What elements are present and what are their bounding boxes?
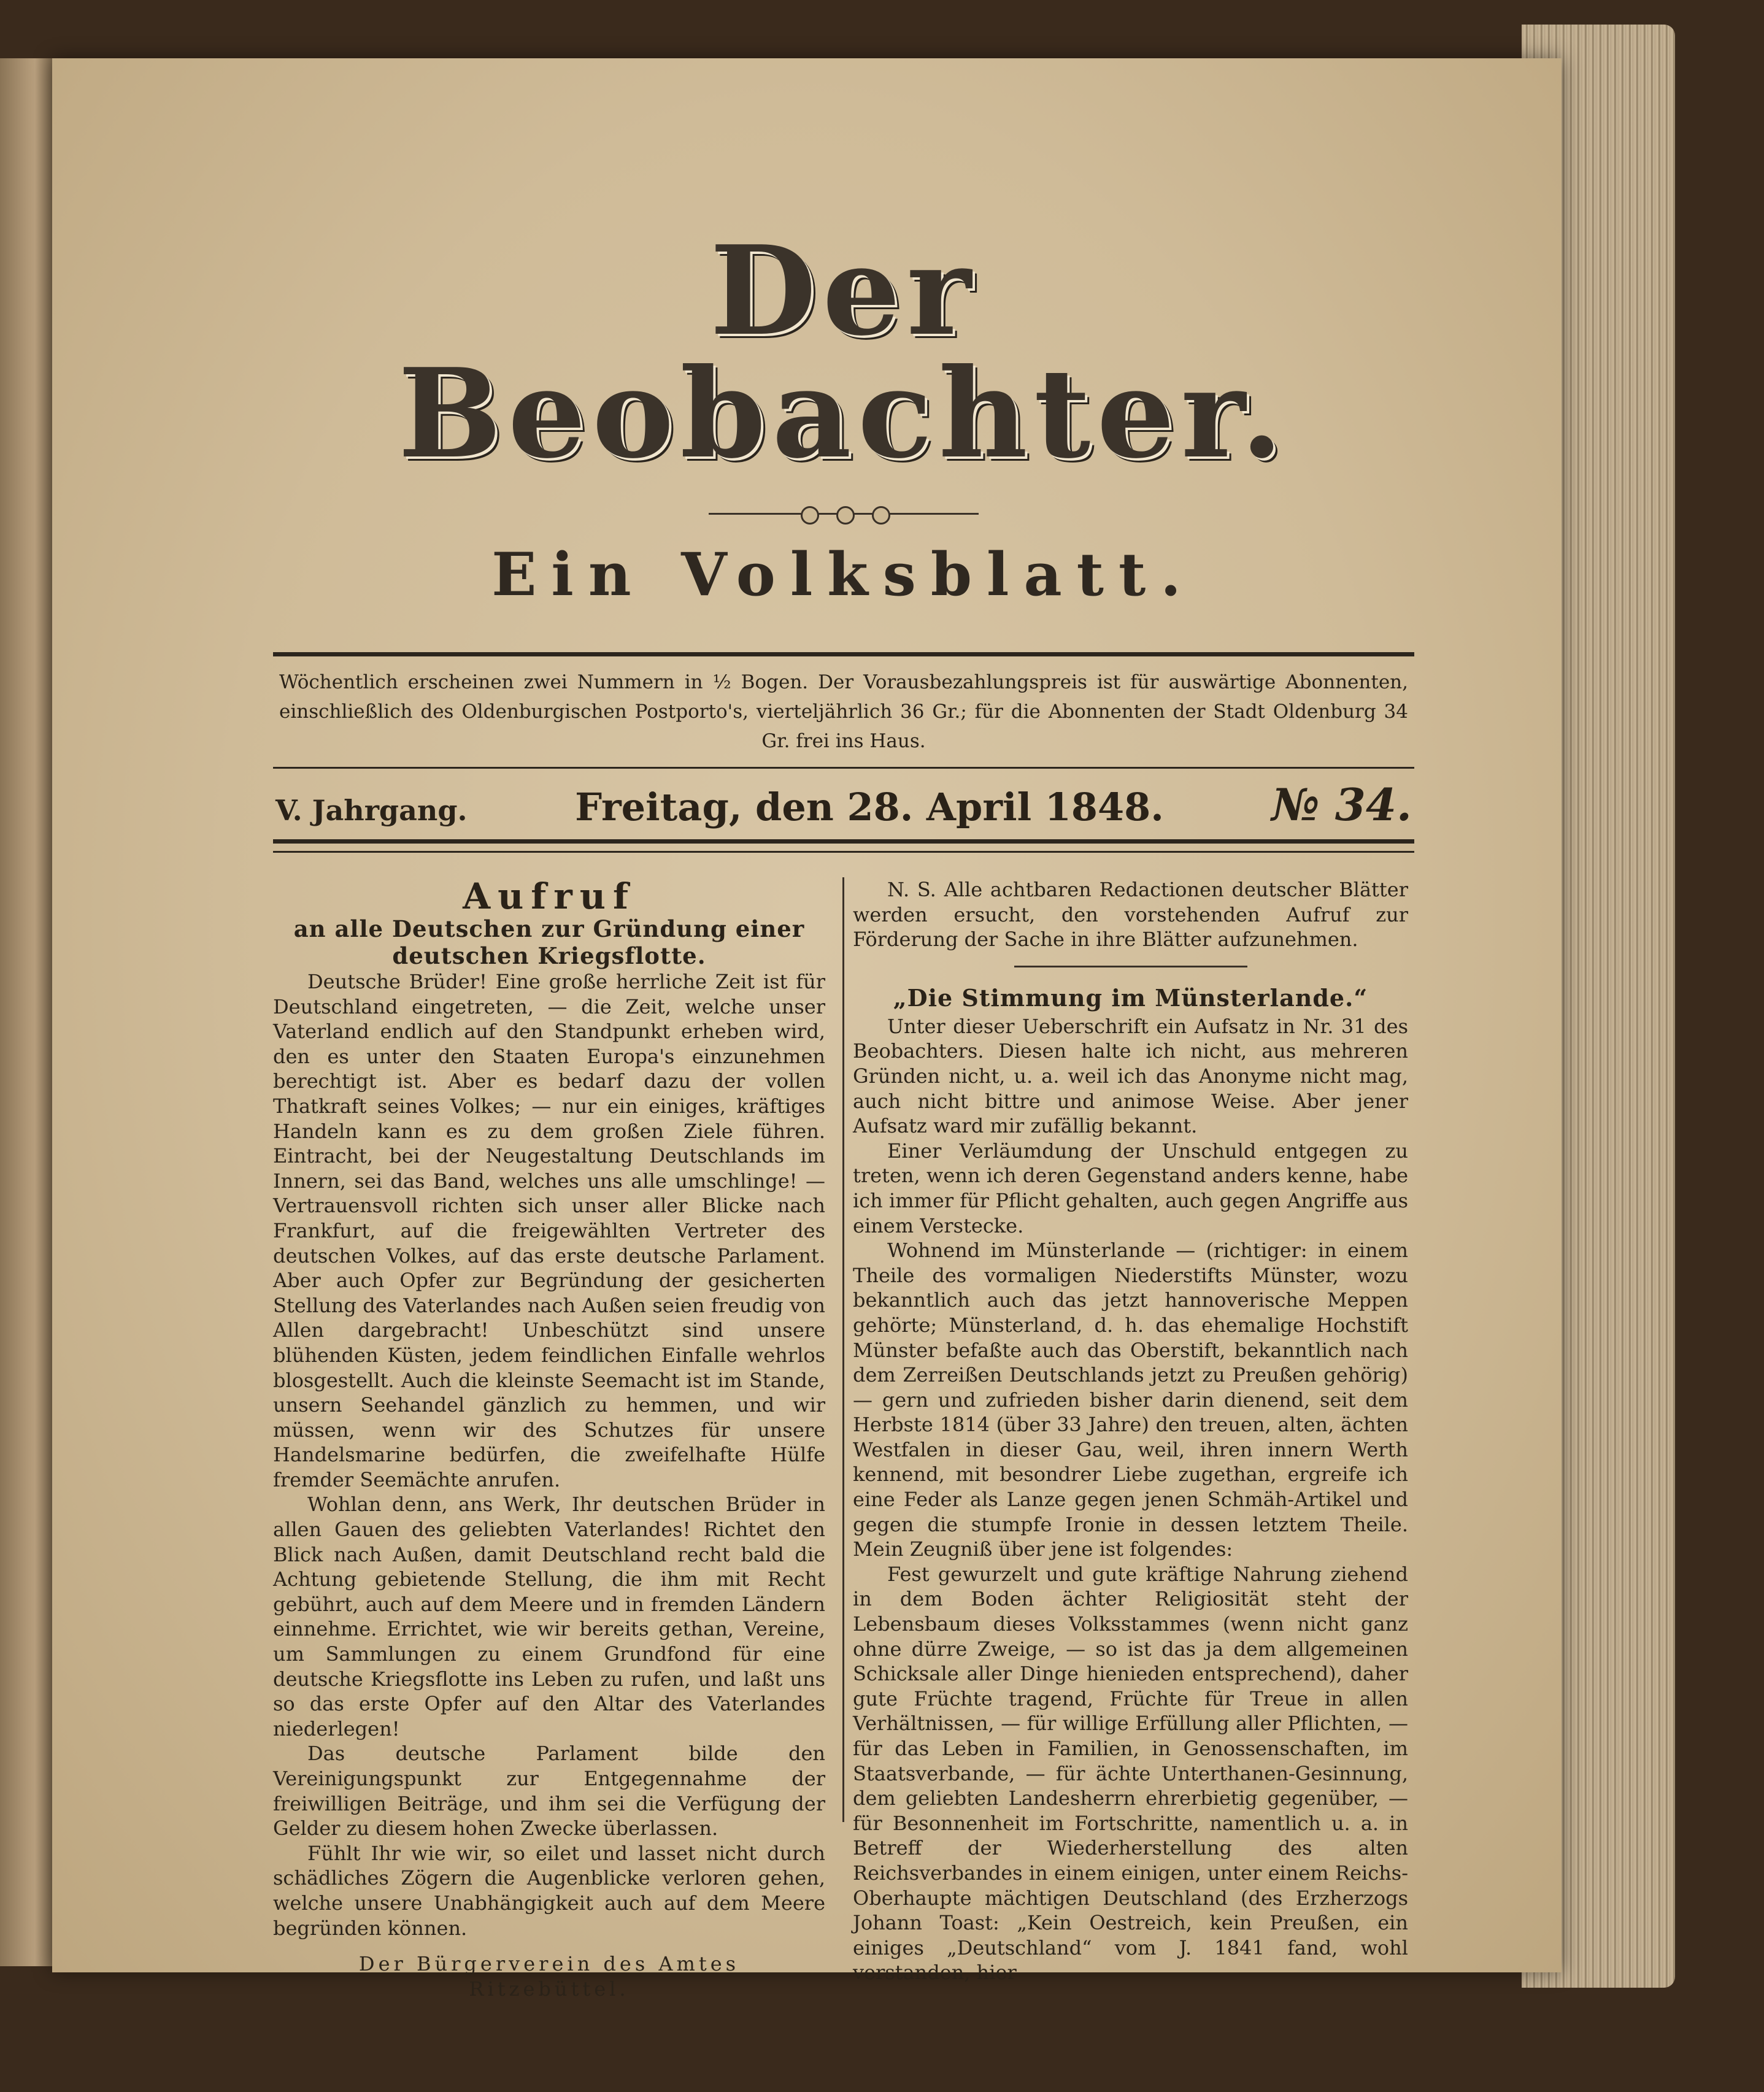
page-content — [273, 219, 1414, 2001]
paragraph: Fühlt Ihr wie wir, so eilet und lasset nicht durch schädliches Zögern die Augenblicke verloren gehen, welche unsere Unabhängigkeit auch auf dem Meere begründen können. — [273, 1841, 825, 1940]
rule — [273, 767, 1414, 769]
subscription-notice: Wöchentlich erscheinen zwei Nummern in ½ Bogen. Der Vorausbezahlungspreis ist für auswärtige Abonnenten, einschließlich des Oldenburgischen Postporto's, vierteljährlich 36 Gr.; für die Abonnenten der Stadt Oldenburg 34 Gr. frei ins Haus. — [279, 671, 1408, 752]
left-column — [273, 877, 825, 2001]
right-column — [853, 877, 1408, 2001]
masthead-title: Der Beobachter. — [398, 219, 1290, 486]
article-heading: „Die Stimmung im Münsterlande.“ — [893, 983, 1368, 1012]
paragraph: Unter dieser Ueberschrift ein Aufsatz in Nr. 31 des Beobachters. Diesen halte ich nicht, aus mehreren Gründen nicht, u. a. weil ich das Anonyme nicht mag, auch nicht bittre und animose Weise. Aber jener Aufsatz ward mir zufällig bekannt. — [853, 1014, 1408, 1138]
column-divider — [842, 877, 844, 1822]
issue-number: № 34. — [1271, 779, 1412, 831]
article-columns — [273, 877, 1414, 2001]
rule — [273, 652, 1414, 656]
paragraph: Das deutsche Parlament bilde den Vereinigungspunkt zur Entgegennahme der freiwilligen Beiträge, und ihm sei die Verfügung der Gelder zu diesem hohen Zwecke überlassen. — [273, 1742, 825, 1840]
paragraph: Deutsche Brüder! Eine große herrliche Zeit ist für Deutschland eingetreten, — die Zeit, welche unser Vaterland endlich auf den Standpunkt erheben wird, den es unter den Staaten Europa's einzunehmen berechtigt ist. Aber es bedarf dazu der vollen Thatkraft seines Volkes; — nur ein einiges, kräftiges Handeln kann es zu dem großen Ziele führen. Eintracht, bei der Neugestaltung Deutschlands im Innern, sei das Band, welches uns alle umschlinge! — Vertrauensvoll richten sich unser aller Blicke nach Frankfurt, auf die freigewählten Vertreter des deutschen Volkes, auf das erste deutsche Parlament. Aber auch Opfer zur Begründung der gesicherten Stellung des Vaterlandes nach Außen seien freudig von Allen dargebracht! Unbeschützt sind unsere blühenden Küsten, jedem feindlichen Einfalle wehrlos blosgestellt. Auch die kleinste Seemacht ist im Stande, unsern Seehandel gänzlich zu hemmen, und wir müssen, wenn wir des Schutzes für unsere Handelsmarine bedürfen, die zweifelhafte Hülfe fremder Seemächte anrufen. — [273, 970, 825, 1491]
paragraph: Wohlan denn, ans Werk, Ihr deutschen Brüder in allen Gauen des geliebten Vaterlandes! Richtet den Blick nach Außen, damit Deutschland recht bald die Achtung gebietende Stellung, die ihm mit Recht gebührt, auch auf dem Meere und in fremden Ländern einnehme. Errichtet, wie wir bereits gethan, Vereine, um Sammlungen zu einem Grundfond für eine deutsche Kriegsflotte ins Leben zu rufen, und laßt uns so das erste Opfer auf den Altar des Vaterlandes niederlegen! — [273, 1493, 825, 1740]
dateline — [273, 779, 1414, 831]
masthead-subtitle: Ein Volksblatt. — [491, 540, 1196, 609]
signature-place: Ritzebüttel. — [469, 1977, 630, 2001]
facing-page-edge — [0, 58, 58, 1966]
paragraph: Wohnend im Münsterlande — (richtiger: in einem Theile des vormaligen Niederstifts Münster, wozu bekanntlich auch das jetzt hannoverische Meppen gehörte; Münsterland, d. h. das ehemalige Hochstift Münster befaßte auch das Oberstift, bekanntlich nach dem Zerreißen Deutschlands jetzt zu Preußen gehörig) — gern und zufrieden bisher darin dienend, seit dem Herbste 1814 (über 33 Jahre) den treuen, alten, ächten Westfalen in dieser Gau, weil, ihren innern Werth kennend, mit besondrer Liebe zugethan, ergreife ich eine Feder als Lanze gegen jenen Schmäh-Artikel und gegen die stumpfe Ironie in dessen letztem Theile. Mein Zeugniß über jene ist folgendes: — [853, 1239, 1408, 1561]
article-heading: Aufruf — [463, 875, 636, 917]
postscript: N. S. Alle achtbaren Redactionen deutscher Blätter werden ersucht, den vorstehenden Aufruf zur Förderung der Sache in ihre Blätter aufzunehmen. — [853, 878, 1408, 952]
ornament-divider — [709, 505, 979, 522]
double-rule — [273, 839, 1414, 853]
issue-date: Freitag, den 28. April 1848. — [575, 785, 1164, 829]
article-subheading: an alle Deutschen zur Gründung einer deutschen Kriegsflotte. — [293, 915, 805, 969]
volume-label: V. Jahrgang. — [275, 794, 468, 827]
paragraph: Einer Verläumdung der Unschuld entgegen zu treten, wenn ich deren Gegenstand anders kenne, habe ich immer für Pflicht gehalten, auch gegen Angriffe aus einem Verstecke. — [853, 1139, 1408, 1237]
paragraph: Fest gewurzelt und gute kräftige Nahrung ziehend in dem Boden ächter Religiosität steht der Lebensbaum dieses Volksstammes (wenn nicht ganz ohne dürre Zweige, — so ist das ja dem allgemeinen Schicksale aller Dinge hienieden entsprechend), daher gute Früchte tragend, Früchte für Treue in allen Verhältnissen, — für willige Erfüllung aller Pflichten, — für das Leben in Familien, in Genossenschaften, im Staatsverbande, — für ächte Unterthanen-Gesinnung, dem geliebten Landesherrn ehrerbietig gegenüber, — für Besonnenheit im Fortschritte, namentlich u. a. in Betreff der Wiederherstellung des alten Reichsverbandes in einem einigen, unter einem Reichs-Oberhaupte mächtigen Deutschland (des Erzherzogs Johann Toast: „Kein Oestreich, kein Preußen, ein einiges „Deutschland“ vom J. 1841 fand, wohl verstanden, hier — [853, 1562, 1408, 1985]
short-rule — [1014, 966, 1247, 967]
signature-line: Der Bürgerverein des Amtes — [358, 1952, 740, 1976]
newspaper-page — [52, 58, 1562, 2001]
